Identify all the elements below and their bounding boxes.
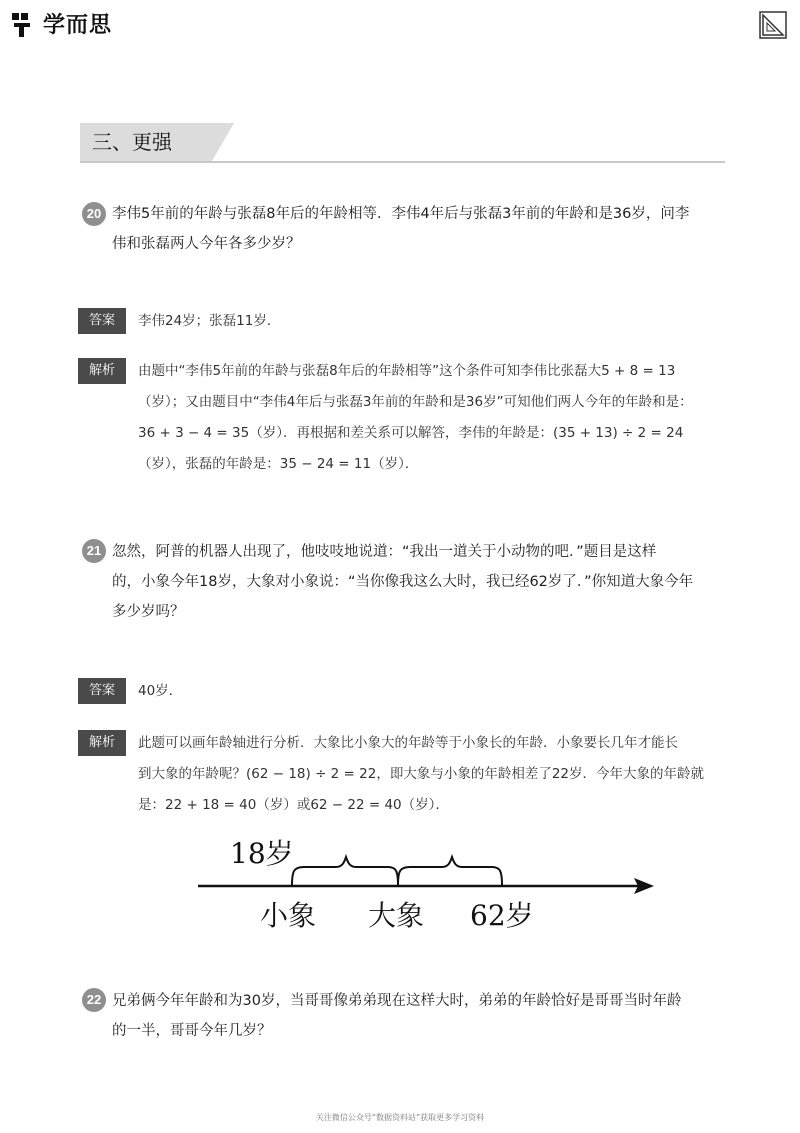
brand-mark-icon [10,9,40,39]
ruler-triangle-icon [758,10,788,40]
brand-logo [10,8,112,39]
explanation-text [138,728,704,821]
explanation-text [138,356,693,480]
question-line: 忽然，阿普的机器人出现了，他吱吱地说道：“我出一道关于小动物的吧．”题目是这样 [112,544,657,560]
explain-label: 解析 [78,730,126,756]
age-axis-diagram [190,835,670,935]
section-header [80,123,725,163]
question-line: 的，小象今年18岁，大象对小象说：“当你像我这么大时，我已经62岁了．”你知道大象今年 [112,574,694,590]
explanation-line: 是：22 + 18 = 40（岁）或62 − 22 = 40（岁）． [138,797,449,813]
question-line: 李伟5年前的年龄与张磊8年后的年龄相等．李伟4年后与张磊3年前的年龄和是36岁，问李 [112,206,690,222]
question-number-badge: 21 [82,539,106,563]
brand-name: 学而思 [43,13,113,38]
section-title: 三、更强 [80,123,212,161]
question-22-text [112,986,681,1046]
question-line: 兄弟俩今年年龄和为30岁，当哥哥像弟弟现在这样大时，弟弟的年龄恰好是哥哥当时年龄 [112,993,682,1009]
explanation-line: （岁），张磊的年龄是：35 − 24 = 11（岁）． [138,456,419,472]
diagram-label-small-elephant: 小象 [260,899,317,932]
question-number-badge: 22 [82,988,106,1012]
brace-left [292,857,398,885]
brace-right [398,857,502,885]
diagram-top-label: 18岁 [230,837,294,870]
question-number-badge: 20 [82,202,106,226]
question-line: 多少岁吗？ [112,604,185,620]
footer-note: 关注微信公众号“数据资料站”获取更多学习资料 [315,1113,485,1122]
explanation-line: （岁）；又由题目中“李伟4年后与张磊3年前的年龄和是36岁”可知他们两人今年的年龄和是： [138,394,693,410]
explanation-line: 到大象的年龄呢？(62 − 18) ÷ 2 = 22，即大象与小象的年龄相差了22岁．今年大象的年龄就 [138,766,705,782]
answer-label: 答案 [78,308,126,334]
diagram-label-62: 62岁 [470,899,534,932]
explanation-line: 36 + 3 − 4 = 35（岁）．再根据和差关系可以解答，李伟的年龄是：(35 + 13) ÷ 2 = 24 [138,425,684,441]
question-line: 伟和张磊两人今年各多少岁？ [112,236,301,252]
section-divider [80,161,725,163]
question-21-text [112,537,693,627]
answer-text: 李伟24岁；张磊11岁． [138,313,281,329]
answer-label: 答案 [78,678,126,704]
section-title-slant [212,123,234,161]
explain-label: 解析 [78,358,126,384]
explanation-line: 此题可以画年龄轴进行分析．大象比小象大的年龄等于小象长的年龄．小象要长几年才能长 [138,735,678,751]
question-20-text [112,199,689,259]
answer-text: 40岁． [138,683,183,699]
explanation-line: 由题中“李伟5年前的年龄与张磊8年后的年龄相等”这个条件可知李伟比张磊大5 + 8 = 13 [138,363,676,379]
diagram-label-big-elephant: 大象 [368,899,425,932]
question-line: 的一半，哥哥今年几岁？ [112,1023,272,1039]
